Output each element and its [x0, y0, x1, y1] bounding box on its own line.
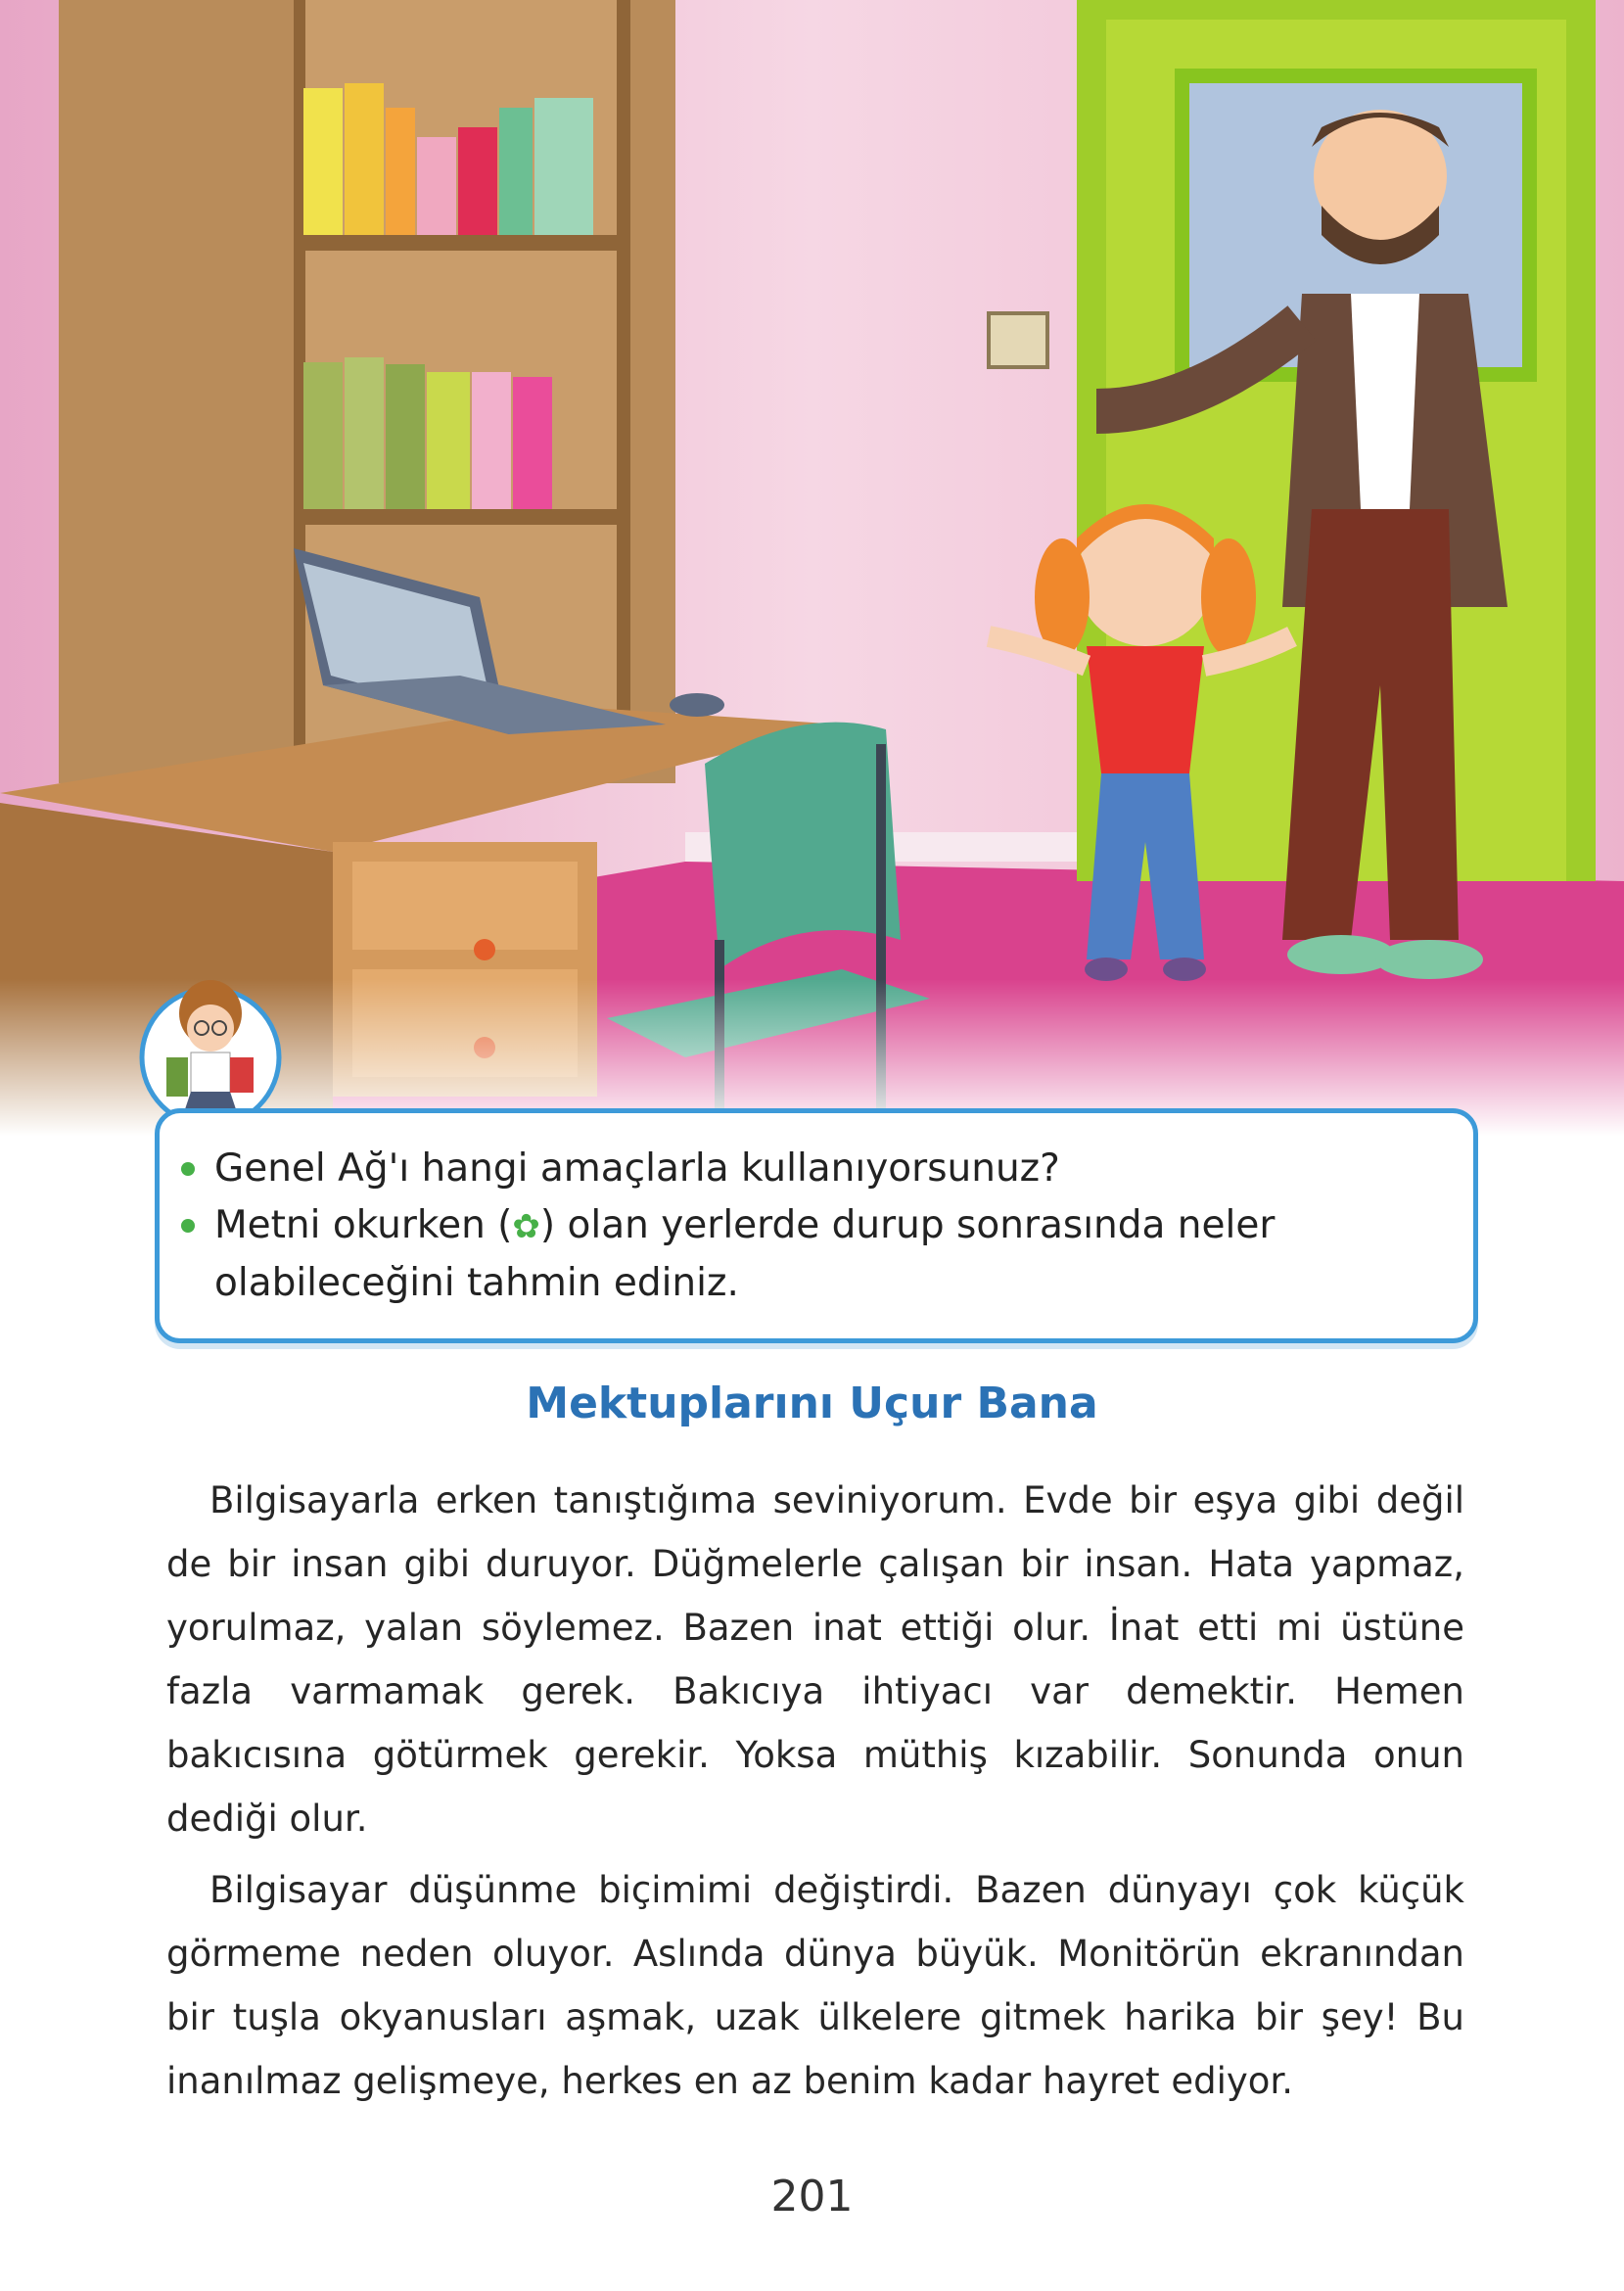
- reading-body: [166, 1469, 1464, 2121]
- reading-title: Mektuplarını Uçur Bana: [526, 1379, 1098, 1428]
- paragraph: Bilgisayar düşünme biçimimi değiştirdi. Bazen dünyayı çok küçük görmeme neden oluyor. Aslında dünya büyük. Monitörün ekranından bir tuşla okyanusları aşmak, uzak ülkelere gitmek harika bir şey! Bu inanılmaz gelişmeye, herkes en az benim kadar hayret ediyor.: [166, 1869, 1464, 2102]
- bullet-icon: [181, 1162, 195, 1176]
- page-number: 201: [770, 2172, 854, 2221]
- bullet-icon: [181, 1219, 195, 1233]
- door: [989, 0, 1596, 881]
- pre-reading-questions-box: [155, 1108, 1478, 1343]
- paragraph: Bilgisayarla erken tanıştığıma seviniyorum. Evde bir eşya gibi değil de bir insan gibi duruyor. Düğmelerle çalışan bir insan. Hata yapmaz, yorulmaz, yalan söylemez. Bazen inat ettiği olur. İnat etti mi üstüne fazla varmamak gerek. Bakıcıya ihtiyacı var demektir. Hemen bakıcısına götürmek gerekir. Yoksa müthiş kızabilir. Sonunda onun dediği olur.: [166, 1479, 1464, 1840]
- flower-icon: ✿: [512, 1207, 540, 1246]
- question-item: Genel Ağ'ı hangi amaçlarla kullanıyorsunuz?: [181, 1141, 1450, 1197]
- question-item: Metni okurken (✿) olan yerlerde durup sonrasında neler olabileceğini tahmin ediniz.: [181, 1197, 1450, 1312]
